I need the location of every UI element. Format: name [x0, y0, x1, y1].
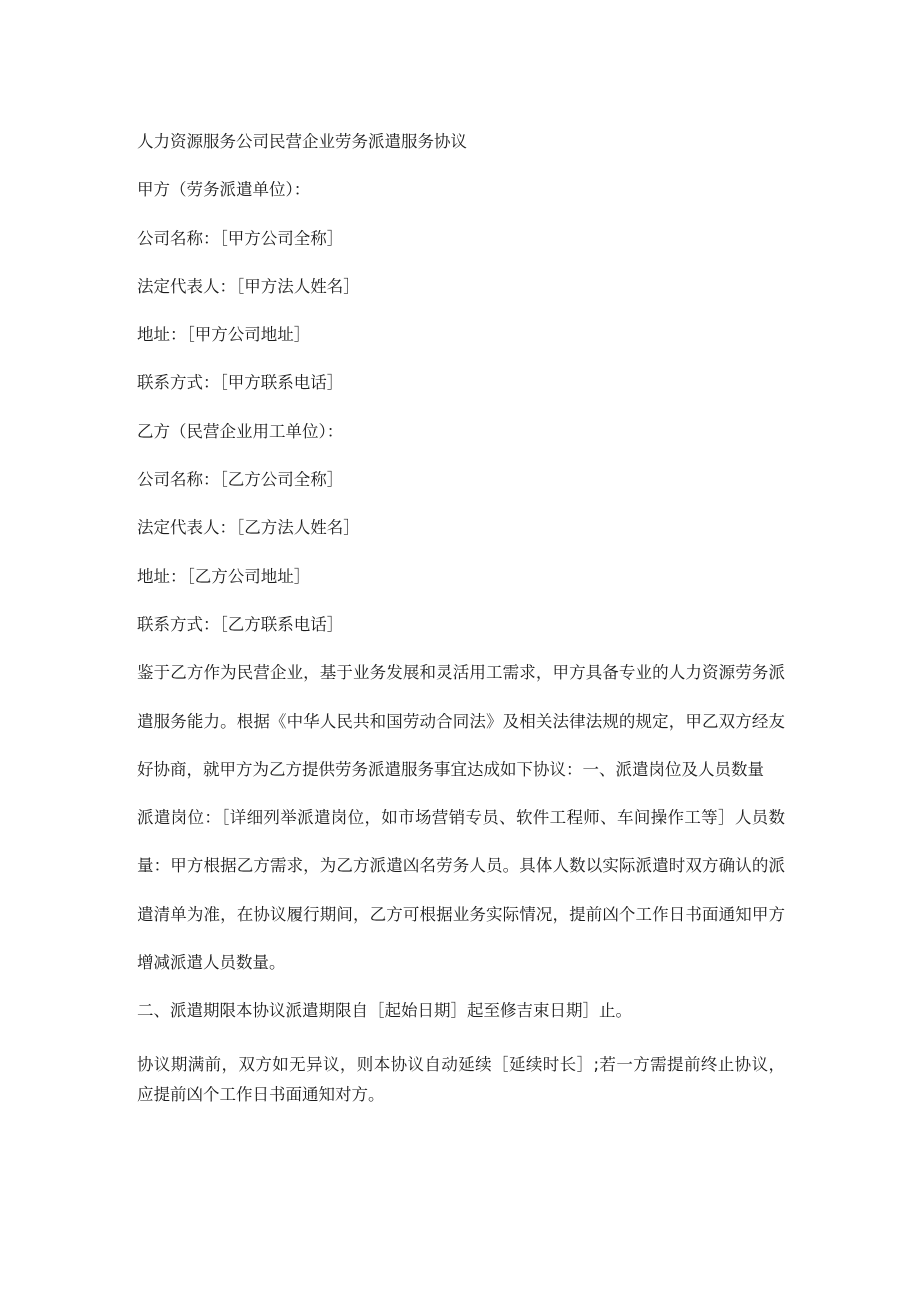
party-b-contact: 联系方式：［乙方联系电话］ — [137, 614, 344, 634]
section-2-heading: 二、派遣期限本协议派遣期限自［起始日期］起至修吉束日期］止。 — [137, 1001, 632, 1021]
preamble-paragraph: 鉴于乙方作为民营企业，基于业务发展和灵活用工需求，甲方具备专业的人力资源劳务派遣服务能力。根据《中华人民共和国劳动合同法》及相关法律法规的规定，甲乙双方经友好协商，就甲方为乙方提供劳务派遣服务事宜达成如下协议：一、派遣岗位及人员数量 — [137, 663, 785, 779]
party-a-company: 公司名称：［甲方公司全称］ — [137, 228, 344, 248]
document-body — [137, 118, 785, 1110]
party-a-contact: 联系方式：［甲方联系电话］ — [137, 373, 344, 393]
party-b-company: 公司名称：［乙方公司全称］ — [137, 470, 344, 490]
party-a-legal-rep: 法定代表人：［甲方法人姓名］ — [137, 276, 360, 296]
party-a-heading: 甲方（劳务派遣单位）： — [137, 180, 311, 200]
party-b-legal-rep: 法定代表人：［乙方法人姓名］ — [137, 518, 360, 538]
party-a-address: 地址：［甲方公司地址］ — [137, 325, 311, 345]
section-2-paragraph: 协议期满前，双方如无异议，则本协议自动延续［延续时长］;若一方需提前终止协议，应提前凶个工作日书面通知对方。 — [137, 1054, 785, 1104]
section-1-paragraph: 派遣岗位：［详细列举派遣岗位，如市场营销专员、软件工程师、车间操作工等］人员数量：甲方根据乙方需求，为乙方派遣凶名劳务人员。具体人数以实际派遣时双方确认的派遣清单为准，在协议履行期间，乙方可根据业务实际情况，提前凶个工作日书面通知甲方增减派遣人员数量。 — [137, 808, 785, 973]
party-b-address: 地址：［乙方公司地址］ — [137, 566, 311, 586]
document-title: 人力资源服务公司民营企业劳务派遣服务协议 — [137, 132, 467, 151]
party-b-heading: 乙方（民营企业用工单位）： — [137, 421, 344, 441]
